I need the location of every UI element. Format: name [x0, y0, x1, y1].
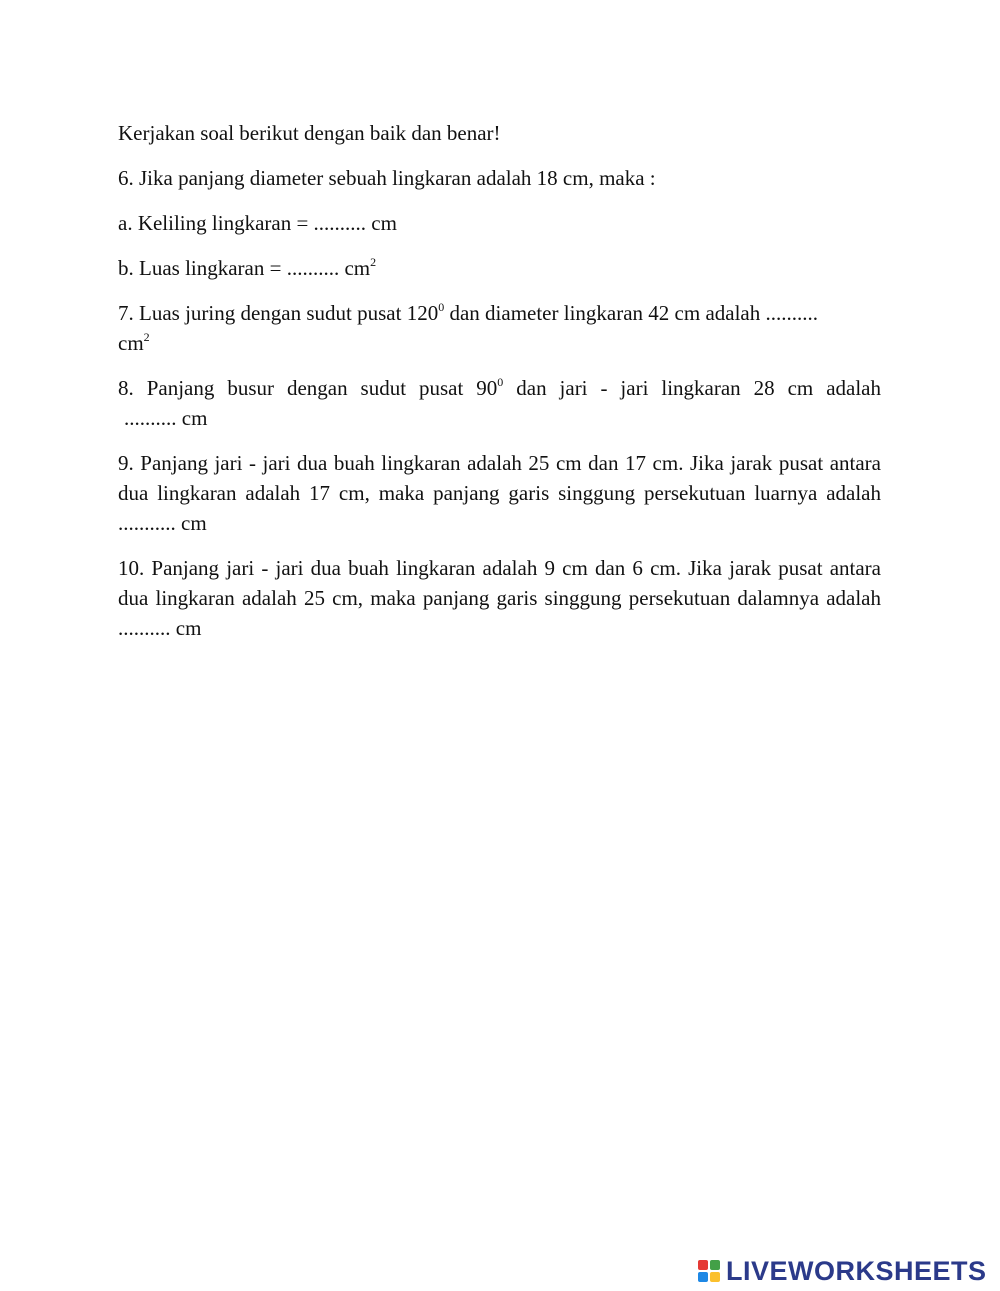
question-8-text-cont: dan jari - jari lingkaran 28 cm adalah — [503, 376, 881, 400]
question-8-answer-line: .......... cm — [124, 406, 208, 430]
question-7-text-cont: dan diameter lingkaran 42 cm adalah .......... — [444, 301, 819, 325]
question-9: 9. Panjang jari - jari dua buah lingkaran adalah 25 cm dan 17 cm. Jika jarak pusat antara dua lingkaran adalah 17 cm, maka panjang garis singgung persekutuan luarnya adalah ........... cm — [118, 451, 881, 535]
logo-mark-blue — [698, 1272, 708, 1282]
question-8-degree: 0 — [497, 375, 504, 389]
question-6a: a. Keliling lingkaran = .......... cm — [118, 211, 397, 235]
question-7-degree: 0 — [438, 300, 445, 314]
question-8 — [118, 373, 881, 403]
question-6b-exponent: 2 — [370, 255, 377, 269]
logo-text: LIVEWORKSHEETS — [726, 1255, 987, 1286]
question-8-text: 8. Panjang busur dengan sudut pusat 90 — [118, 376, 498, 400]
logo-mark-green — [710, 1260, 720, 1270]
question-6: 6. Jika panjang diameter sebuah lingkaran adalah 18 cm, maka : — [118, 166, 656, 190]
liveworksheets-logo — [698, 1256, 987, 1286]
question-7 — [118, 298, 881, 358]
logo-mark-red — [698, 1260, 708, 1270]
liveworksheets-mark-icon — [698, 1260, 720, 1282]
question-7-unit-exponent: 2 — [143, 330, 150, 344]
question-7-unit: cm — [118, 331, 144, 355]
question-10: 10. Panjang jari - jari dua buah lingkaran adalah 9 cm dan 6 cm. Jika jarak pusat antara dua lingkaran adalah 25 cm, maka panjang garis singgung persekutuan dalamnya adalah .......... cm — [118, 556, 881, 640]
instruction: Kerjakan soal berikut dengan baik dan benar! — [118, 121, 501, 145]
question-6b — [118, 253, 881, 283]
worksheet — [118, 118, 881, 658]
logo-mark-yellow — [710, 1272, 720, 1282]
question-6b-text: b. Luas lingkaran = .......... cm — [118, 256, 371, 280]
question-7-text: 7. Luas juring dengan sudut pusat 120 — [118, 301, 439, 325]
